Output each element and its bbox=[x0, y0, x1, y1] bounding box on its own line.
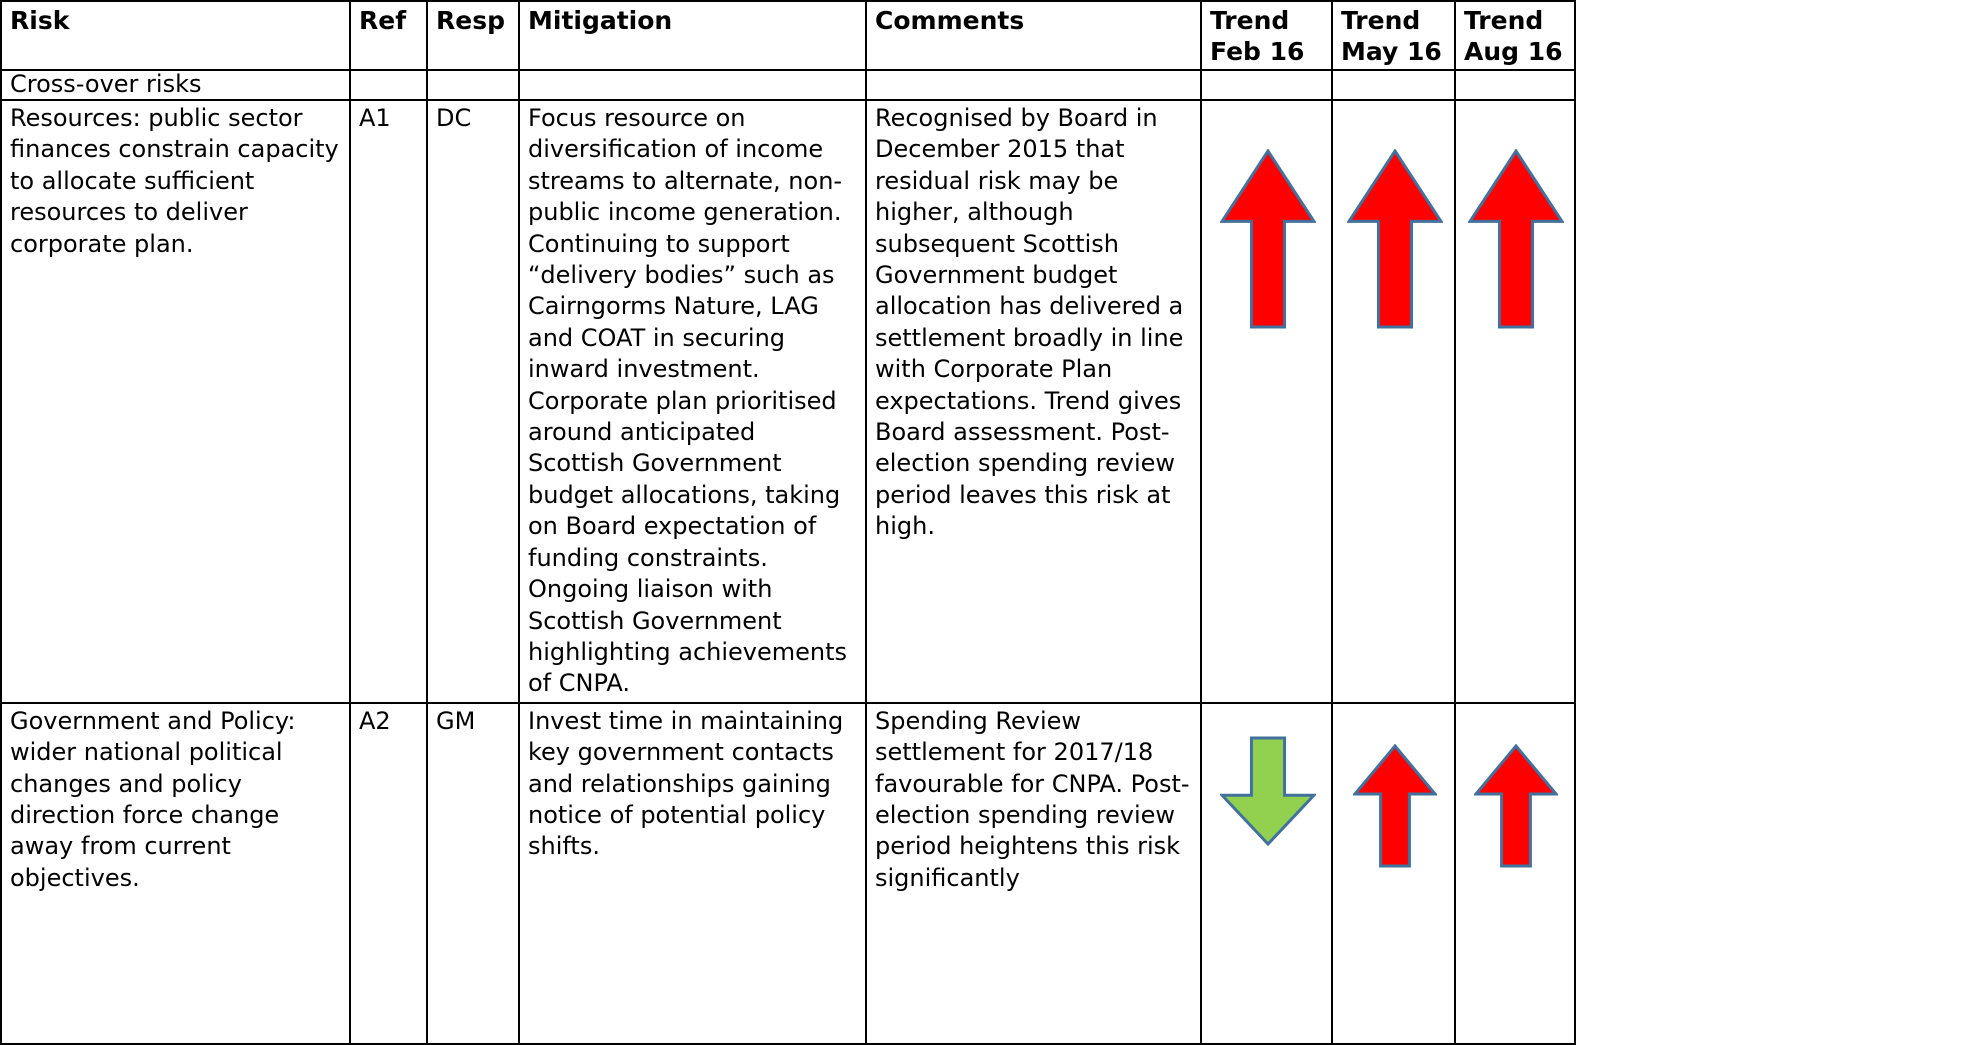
column-header-trend-may-16: Trend May 16 bbox=[1332, 1, 1455, 70]
trend-arrow-shape bbox=[1355, 746, 1435, 866]
risk-row-a2 bbox=[1, 703, 1575, 1044]
trend-arrow-shape bbox=[1222, 151, 1314, 327]
trend-arrow-up-icon bbox=[1474, 744, 1558, 868]
trend-arrow-shape bbox=[1222, 738, 1314, 844]
trend-arrow-up-icon bbox=[1347, 149, 1443, 329]
trend-arrow-down-icon bbox=[1220, 736, 1316, 846]
trend-aug-16-cell bbox=[1455, 100, 1575, 703]
trend-arrow-up-icon bbox=[1468, 149, 1564, 329]
risk-description: Resources: public sector finances constrain capacity to allocate sufficient resources to deliver corporate plan. bbox=[1, 100, 350, 703]
trend-arrow-up-icon bbox=[1220, 149, 1316, 329]
risk-ref: A1 bbox=[350, 100, 427, 703]
section-label: Cross-over risks bbox=[1, 70, 350, 100]
trend-may-16-cell bbox=[1332, 100, 1455, 703]
trend-feb-16-cell bbox=[1201, 703, 1332, 1044]
column-header-mitigation: Mitigation bbox=[519, 1, 866, 70]
risk-mitigation: Invest time in maintaining key government contacts and relationships gaining notice of potential policy shifts. bbox=[519, 703, 866, 1044]
trend-arrow-up-icon bbox=[1353, 744, 1437, 868]
risk-ref: A2 bbox=[350, 703, 427, 1044]
risk-row-a1 bbox=[1, 100, 1575, 703]
header-row bbox=[1, 1, 1575, 70]
section-row bbox=[1, 70, 1575, 100]
trend-arrow-shape bbox=[1470, 151, 1562, 327]
trend-feb-16-cell bbox=[1201, 100, 1332, 703]
column-header-comments: Comments bbox=[866, 1, 1201, 70]
risk-mitigation: Focus resource on diversification of income streams to alternate, non-public income generation. Continuing to support “delivery bodies” such as Cairngorms Nature, LAG and COAT in securing inward investment. Corporate plan prioritised around anticipated Scottish Government budget allocations, taking on Board expectation of funding constraints. Ongoing liaison with Scottish Government highlighting achievements of CNPA. bbox=[519, 100, 866, 703]
risk-resp: GM bbox=[427, 703, 519, 1044]
risk-comments: Spending Review settlement for 2017/18 favourable for CNPA. Post-election spending review period heightens this risk significantly bbox=[866, 703, 1201, 1044]
column-header-ref: Ref bbox=[350, 1, 427, 70]
column-header-risk: Risk bbox=[1, 1, 350, 70]
trend-arrow-shape bbox=[1476, 746, 1556, 866]
risk-comments: Recognised by Board in December 2015 that residual risk may be higher, although subsequent Scottish Government budget allocation has delivered a settlement broadly in line with Corporate Plan expectations. Trend gives Board assessment. Post-election spending review period leaves this risk at high. bbox=[866, 100, 1201, 703]
column-header-resp: Resp bbox=[427, 1, 519, 70]
column-header-trend-feb-16: Trend Feb 16 bbox=[1201, 1, 1332, 70]
risk-resp: DC bbox=[427, 100, 519, 703]
trend-arrow-shape bbox=[1349, 151, 1441, 327]
trend-may-16-cell bbox=[1332, 703, 1455, 1044]
risk-description: Government and Policy: wider national political changes and policy direction force change away from current objectives. bbox=[1, 703, 350, 1044]
column-header-trend-aug-16: Trend Aug 16 bbox=[1455, 1, 1575, 70]
trend-aug-16-cell bbox=[1455, 703, 1575, 1044]
